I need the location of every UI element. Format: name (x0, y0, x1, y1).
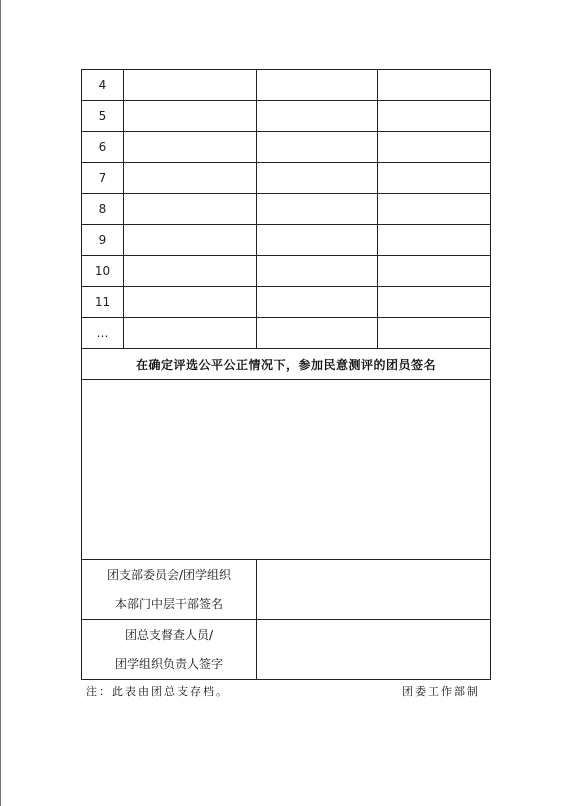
cell[interactable] (257, 194, 378, 225)
supervisor-signature-field[interactable] (257, 620, 491, 680)
cell[interactable] (378, 194, 491, 225)
table-row (82, 225, 491, 256)
cell[interactable] (124, 256, 257, 287)
cell[interactable] (257, 256, 378, 287)
table-row (82, 70, 491, 101)
committee-signoff-line2: 本部门中层干部签名 (114, 596, 223, 611)
cell[interactable] (257, 132, 378, 163)
table-row (82, 287, 491, 318)
cell[interactable] (378, 132, 491, 163)
committee-signature-field[interactable] (257, 560, 491, 620)
supervisor-signoff-line1: 团总支督查人员/ (124, 627, 214, 642)
committee-signoff-line1: 团支部委员会/团学组织 (106, 567, 232, 582)
row-number: 4 (82, 70, 124, 101)
row-number: 9 (82, 225, 124, 256)
table-row (82, 132, 491, 163)
cell[interactable] (124, 163, 257, 194)
table-row (82, 101, 491, 132)
row-number: 6 (82, 132, 124, 163)
cell[interactable] (257, 225, 378, 256)
cell[interactable] (257, 287, 378, 318)
cell[interactable] (378, 101, 491, 132)
supervisor-signoff-line2: 团学组织负责人签字 (114, 656, 223, 671)
table-row (82, 318, 491, 349)
table-row (82, 163, 491, 194)
table-row (82, 256, 491, 287)
row-number: 10 (82, 256, 124, 287)
supervisor-signoff-label (82, 620, 257, 680)
member-signature-area[interactable] (82, 380, 491, 560)
cell[interactable] (257, 101, 378, 132)
table-row (82, 194, 491, 225)
cell[interactable] (378, 225, 491, 256)
footer-note: 注：此表由团总支存档。 (86, 685, 229, 698)
cell[interactable] (378, 256, 491, 287)
cell[interactable] (257, 318, 378, 349)
cell[interactable] (124, 194, 257, 225)
cell[interactable] (378, 287, 491, 318)
cell[interactable] (124, 70, 257, 101)
cell[interactable] (378, 318, 491, 349)
row-number: … (82, 318, 124, 349)
cell[interactable] (124, 287, 257, 318)
cell[interactable] (124, 132, 257, 163)
page-left-border (0, 0, 1, 806)
signature-section-header: 在确定评选公平公正情况下，参加民意测评的团员签名 (82, 349, 491, 380)
row-number: 11 (82, 287, 124, 318)
row-number: 8 (82, 194, 124, 225)
cell[interactable] (378, 70, 491, 101)
evaluation-form-table (81, 69, 491, 680)
cell[interactable] (124, 225, 257, 256)
row-number: 7 (82, 163, 124, 194)
cell[interactable] (378, 163, 491, 194)
cell[interactable] (124, 101, 257, 132)
footer-issuer: 团委工作部制 (402, 685, 480, 698)
cell[interactable] (124, 318, 257, 349)
committee-signoff-label (82, 560, 257, 620)
cell[interactable] (257, 70, 378, 101)
cell[interactable] (257, 163, 378, 194)
row-number: 5 (82, 101, 124, 132)
